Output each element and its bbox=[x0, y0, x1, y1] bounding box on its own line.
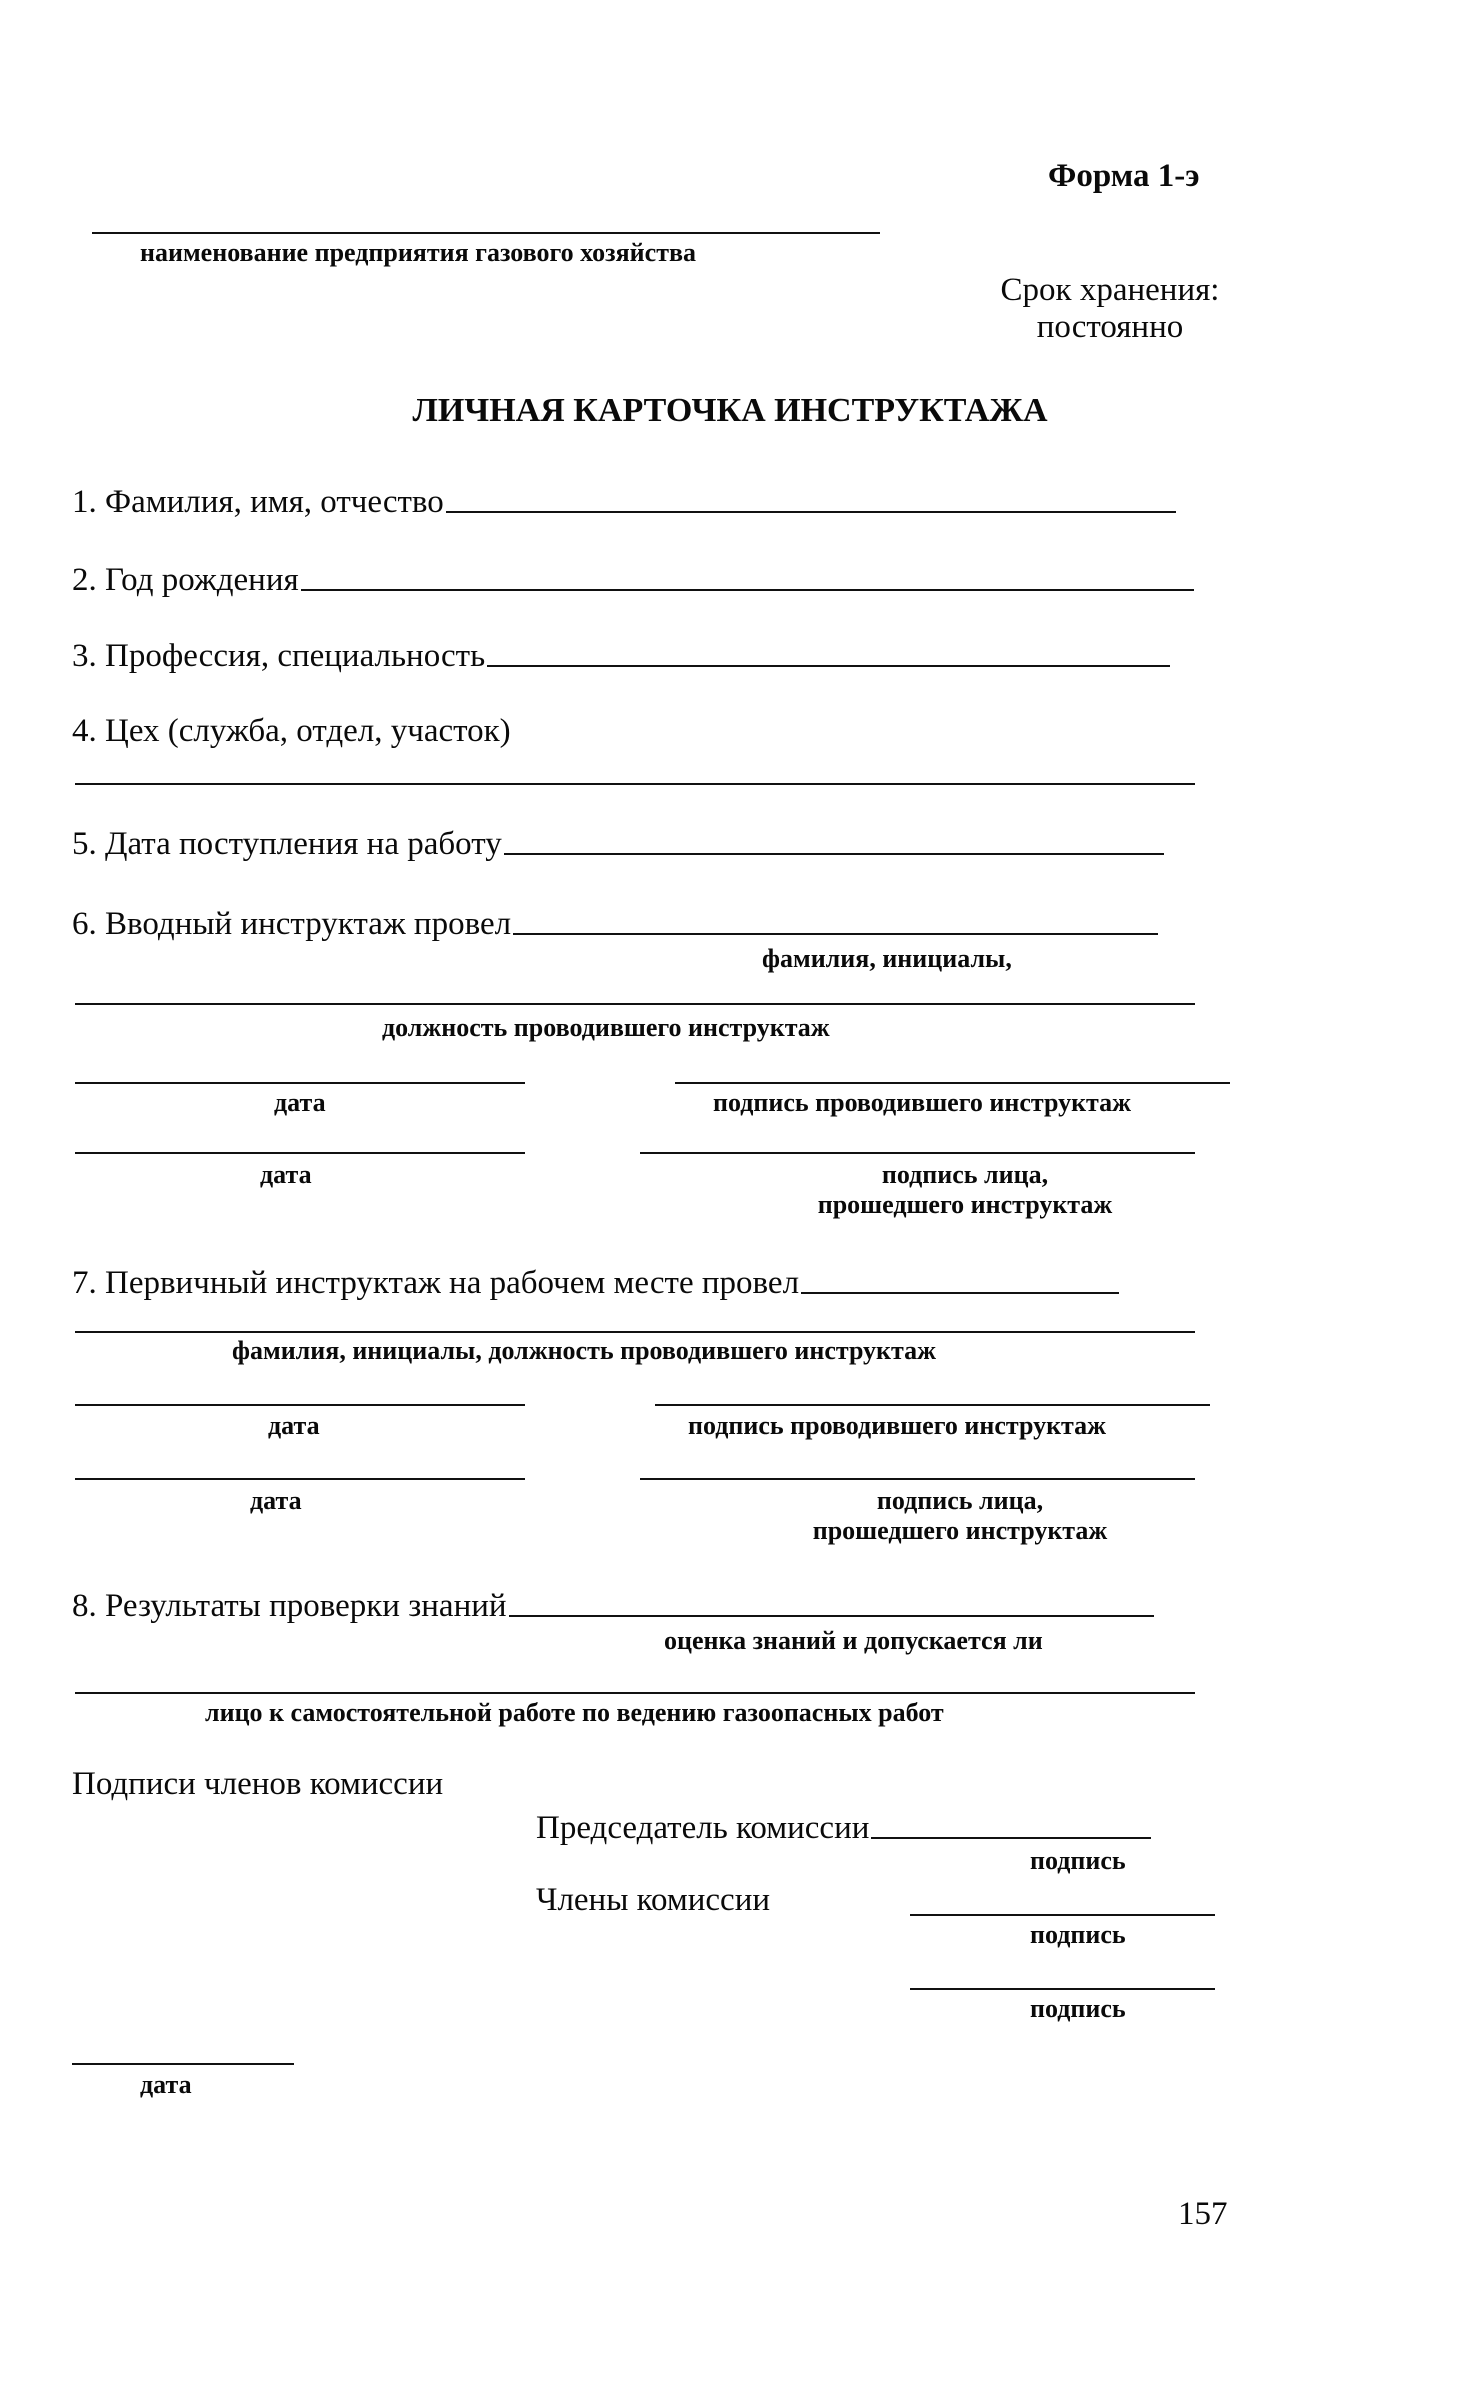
field-intro-briefing bbox=[72, 906, 1158, 943]
commission-heading: Подписи членов комиссии bbox=[72, 1766, 444, 1802]
s7-sign2-caption-line2: прошедшего инструктаж bbox=[812, 1516, 1108, 1545]
s6-sign1-line[interactable] bbox=[675, 1082, 1230, 1084]
s6-position-line[interactable] bbox=[75, 1003, 1195, 1005]
s8-admission-line[interactable] bbox=[75, 1692, 1195, 1694]
retention-label: Срок хранения: bbox=[1000, 272, 1220, 308]
s6-date2-caption: дата bbox=[260, 1160, 312, 1189]
s8-caption-line1: оценка знаний и допускается ли bbox=[664, 1626, 1043, 1655]
enterprise-caption: наименование предприятия газового хозяйства bbox=[140, 238, 697, 267]
s7-sign1-caption: подпись проводившего инструктаж bbox=[688, 1411, 1106, 1440]
page-number: 157 bbox=[1178, 2196, 1228, 2232]
commission-member2-line[interactable] bbox=[910, 1988, 1215, 1990]
field-birth-year-line[interactable] bbox=[301, 589, 1194, 591]
s7-name-line[interactable] bbox=[75, 1331, 1195, 1333]
field-full-name-line[interactable] bbox=[446, 511, 1176, 513]
field-birth-year bbox=[72, 562, 1194, 599]
s6-name-caption: фамилия, инициалы, bbox=[762, 944, 1012, 973]
s7-sign2-caption-line1: подпись лица, bbox=[876, 1486, 1044, 1515]
field-primary-briefing-line[interactable] bbox=[801, 1292, 1119, 1294]
s7-date1-line[interactable] bbox=[75, 1404, 525, 1406]
field-full-name-label: 1. Фамилия, имя, отчество bbox=[72, 484, 444, 520]
retention-value: постоянно bbox=[1036, 309, 1184, 345]
s7-sign2-caption bbox=[760, 1486, 1160, 1546]
field-profession-label: 3. Профессия, специальность bbox=[72, 638, 486, 674]
field-primary-briefing bbox=[72, 1265, 1119, 1302]
s6-sign2-caption-line1: подпись лица, bbox=[881, 1160, 1049, 1189]
field-profession bbox=[72, 638, 1170, 675]
commission-sign1-caption: подпись bbox=[1030, 1846, 1126, 1875]
s7-date1-caption: дата bbox=[268, 1411, 320, 1440]
field-department-line[interactable] bbox=[75, 783, 1195, 785]
commission-sign2-caption: подпись bbox=[1030, 1920, 1126, 1949]
field-hire-date bbox=[72, 826, 1164, 863]
field-birth-year-label: 2. Год рождения bbox=[72, 562, 299, 598]
field-hire-date-line[interactable] bbox=[504, 853, 1164, 855]
page-title: ЛИЧНАЯ КАРТОЧКА ИНСТРУКТАЖА bbox=[412, 392, 1048, 429]
s8-caption-line2: лицо к самостоятельной работе по ведению газоопасных работ bbox=[205, 1698, 944, 1727]
field-knowledge-check-label: 8. Результаты проверки знаний bbox=[72, 1588, 507, 1624]
enterprise-line[interactable] bbox=[92, 232, 880, 234]
s6-position-caption: должность проводившего инструктаж bbox=[382, 1013, 830, 1042]
s6-date1-caption: дата bbox=[274, 1088, 326, 1117]
field-intro-briefing-label: 6. Вводный инструктаж провел bbox=[72, 906, 512, 942]
commission-chairman-label: Председатель комиссии bbox=[536, 1810, 870, 1846]
commission-date-line[interactable] bbox=[72, 2063, 294, 2065]
field-full-name bbox=[72, 484, 1176, 521]
field-knowledge-check bbox=[72, 1588, 1154, 1625]
field-department-label: 4. Цех (служба, отдел, участок) bbox=[72, 713, 511, 749]
s6-date2-line[interactable] bbox=[75, 1152, 525, 1154]
s7-sign2-line[interactable] bbox=[640, 1478, 1195, 1480]
s7-date2-line[interactable] bbox=[75, 1478, 525, 1480]
s6-sign2-line[interactable] bbox=[640, 1152, 1195, 1154]
field-primary-briefing-label: 7. Первичный инструктаж на рабочем месте провел bbox=[72, 1265, 800, 1301]
field-profession-line[interactable] bbox=[487, 665, 1170, 667]
s6-sign2-caption-line2: прошедшего инструктаж bbox=[817, 1190, 1113, 1219]
s6-sign1-caption: подпись проводившего инструктаж bbox=[713, 1088, 1131, 1117]
commission-chairman-line[interactable] bbox=[871, 1837, 1151, 1839]
field-knowledge-check-line[interactable] bbox=[509, 1615, 1154, 1617]
field-intro-briefing-line[interactable] bbox=[513, 933, 1158, 935]
field-hire-date-label: 5. Дата поступления на работу bbox=[72, 826, 502, 862]
commission-sign3-caption: подпись bbox=[1030, 1994, 1126, 2023]
s7-name-caption: фамилия, инициалы, должность проводившего инструктаж bbox=[232, 1336, 936, 1365]
commission-date-caption: дата bbox=[140, 2070, 192, 2099]
s7-sign1-line[interactable] bbox=[655, 1404, 1210, 1406]
commission-members-label: Члены комиссии bbox=[536, 1882, 771, 1918]
commission-chairman bbox=[536, 1810, 1151, 1847]
commission-member1-line[interactable] bbox=[910, 1914, 1215, 1916]
s7-date2-caption: дата bbox=[250, 1486, 302, 1515]
s6-sign2-caption bbox=[780, 1160, 1150, 1220]
form-number: Форма 1-э bbox=[1048, 158, 1200, 194]
retention-block bbox=[960, 272, 1260, 346]
s6-date1-line[interactable] bbox=[75, 1082, 525, 1084]
